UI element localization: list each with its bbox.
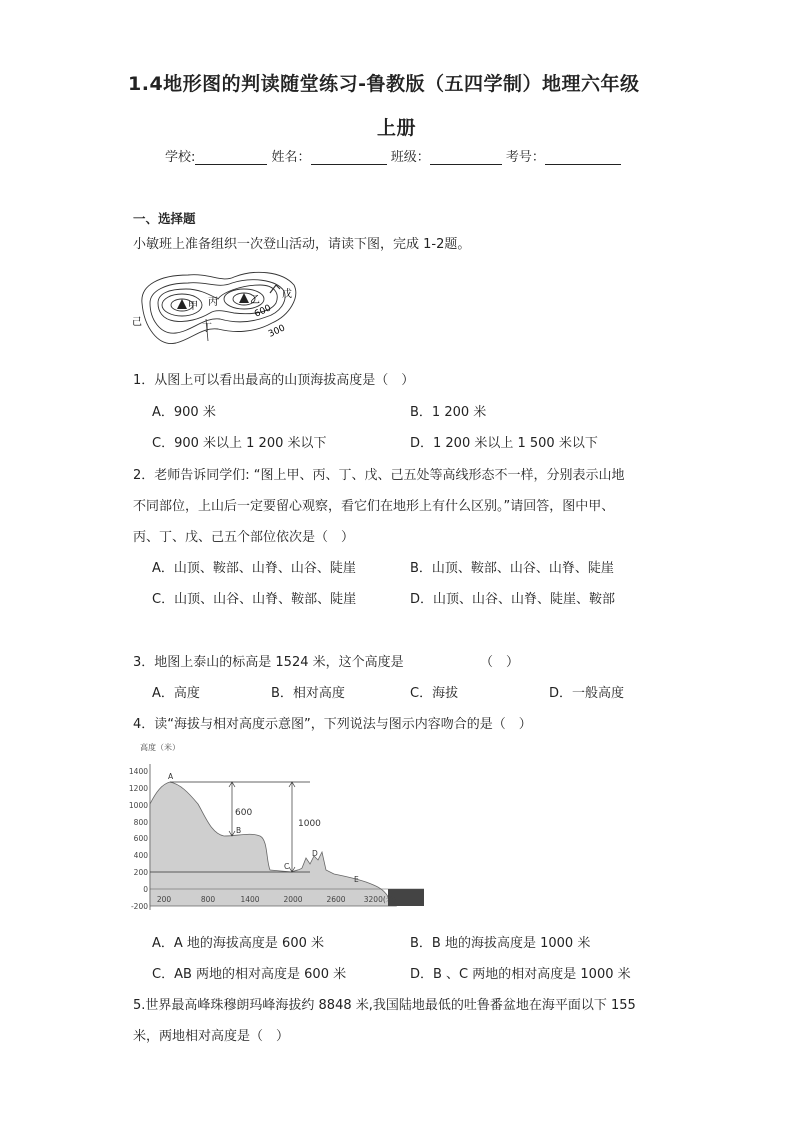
peak-jia-icon	[177, 299, 187, 309]
intro-text: 小敏班上准备组织一次登山活动，请读下图，完成 1-2题。	[133, 237, 471, 252]
altitude-profile-diagram	[128, 740, 433, 918]
exam-no-field[interactable]	[545, 151, 621, 165]
q3-option-c[interactable]: C．海拔	[410, 686, 459, 701]
q1-stem: 1．从图上可以看出最高的山顶海拔高度是（ ）	[133, 373, 415, 388]
ytick-1400: 1400	[128, 767, 148, 776]
q3-stem: 3．地图上泰山的标高是 1524 米，这个高度是	[133, 655, 404, 670]
peak-yi-icon	[239, 293, 249, 303]
ytick-400: 400	[133, 851, 148, 860]
point-e: E	[354, 875, 359, 884]
name-label: 姓名：	[271, 150, 311, 165]
point-c: C	[284, 862, 290, 871]
q2-line3: 丙、丁、戊、己五个部位依次是（ ）	[133, 530, 355, 545]
q3-option-d[interactable]: D．一般高度	[549, 686, 625, 701]
q1-option-a[interactable]: A．900 米	[152, 405, 216, 420]
q2-option-a[interactable]: A．山顶、鞍部、山脊、山谷、陡崖	[152, 561, 356, 576]
xtick-2000: 2000	[283, 895, 303, 904]
point-d: D	[312, 849, 318, 858]
q2-line2: 不同部位，上山后一定要留心观察，看它们在地形上有什么区别。”请回答，图中甲、	[133, 499, 615, 514]
q2-option-d[interactable]: D．山顶、山谷、山脊、陡崖、鞍部	[410, 592, 616, 607]
q3-option-b[interactable]: B．相对高度	[271, 686, 345, 701]
ytick-600: 600	[133, 834, 148, 843]
q1-option-d[interactable]: D．1 200 米以上 1 500 米以下	[410, 436, 598, 451]
contour-map	[130, 263, 300, 355]
xtick-800: 800	[200, 895, 216, 904]
map-label-yi: 乙	[250, 295, 260, 306]
q1-option-c[interactable]: C．900 米以上 1 200 米以下	[152, 436, 327, 451]
q4-option-c[interactable]: C．AB 两地的相对高度是 600 米	[152, 967, 347, 982]
map-label-ji: 己	[132, 317, 142, 328]
q4-stem: 4．读“海拔与相对高度示意图”，下列说法与图示内容吻合的是（ ）	[133, 717, 532, 732]
exam-no-label: 考号：	[505, 150, 545, 165]
q5-line2: 米，两地相对高度是（ ）	[133, 1029, 290, 1044]
ytick-1200: 1200	[128, 784, 148, 793]
map-label-ding: 丁	[202, 323, 212, 334]
ytick-0: 0	[143, 885, 148, 894]
xtick-1400: 1400	[240, 895, 260, 904]
ytick-minus200: -200	[130, 902, 148, 911]
q4-option-b[interactable]: B．B 地的海拔高度是 1000 米	[410, 936, 591, 951]
school-label: 学校:	[165, 150, 196, 165]
section-heading: 一、选择题	[133, 211, 196, 226]
class-field[interactable]	[430, 151, 502, 165]
name-field[interactable]	[311, 151, 387, 165]
ytick-200: 200	[133, 868, 148, 877]
q2-option-b[interactable]: B．山顶、鞍部、山谷、山脊、陡崖	[410, 561, 614, 576]
map-label-jia: 甲	[188, 301, 198, 312]
page-title: 1.4地形图的判读随堂练习-鲁教版（五四学制）地理六年级	[128, 73, 640, 95]
ytick-800: 800	[133, 818, 148, 827]
contour-label-300: 300	[267, 323, 287, 340]
point-b: B	[236, 826, 242, 835]
point-a: A	[168, 772, 174, 781]
q5-line1: 5.世界最高峰珠穆朗玛峰海拔约 8848 米,我国陆地最低的吐鲁番盆地在海平面以下 155	[133, 998, 636, 1013]
profile-ylabel: 高度（米）	[140, 743, 180, 752]
map-label-wu: 戊	[282, 289, 292, 300]
info-line	[165, 146, 621, 165]
q1-option-b[interactable]: B．1 200 米	[410, 405, 487, 420]
q4-option-d[interactable]: D．B 、C 两地的相对高度是 1000 米	[410, 967, 631, 982]
xtick-3200: 3200(米)	[363, 895, 397, 904]
q2-line1: 2．老师告诉同学们: “图上甲、丙、丁、戊、己五处等高线形态不一样，分别表示山地	[133, 468, 625, 483]
dim-label-1000: 1000	[298, 819, 321, 829]
terrain-profile	[150, 782, 396, 906]
page-title-line2: 上册	[377, 117, 417, 139]
xtick-200: 200	[156, 895, 172, 904]
q3-option-a[interactable]: A．高度	[152, 686, 200, 701]
q3-answer-paren: （ ）	[480, 655, 520, 670]
ytick-1000: 1000	[128, 801, 148, 810]
xtick-2600: 2600	[326, 895, 346, 904]
dim-label-600: 600	[235, 808, 253, 818]
q2-option-c[interactable]: C．山顶、山谷、山脊、鞍部、陡崖	[152, 592, 357, 607]
q4-option-a[interactable]: A．A 地的海拔高度是 600 米	[152, 936, 324, 951]
contour-label-600: 600	[253, 303, 273, 320]
class-label: 班级：	[390, 150, 430, 165]
map-label-bing: 丙	[208, 297, 218, 308]
school-field[interactable]	[195, 151, 267, 165]
